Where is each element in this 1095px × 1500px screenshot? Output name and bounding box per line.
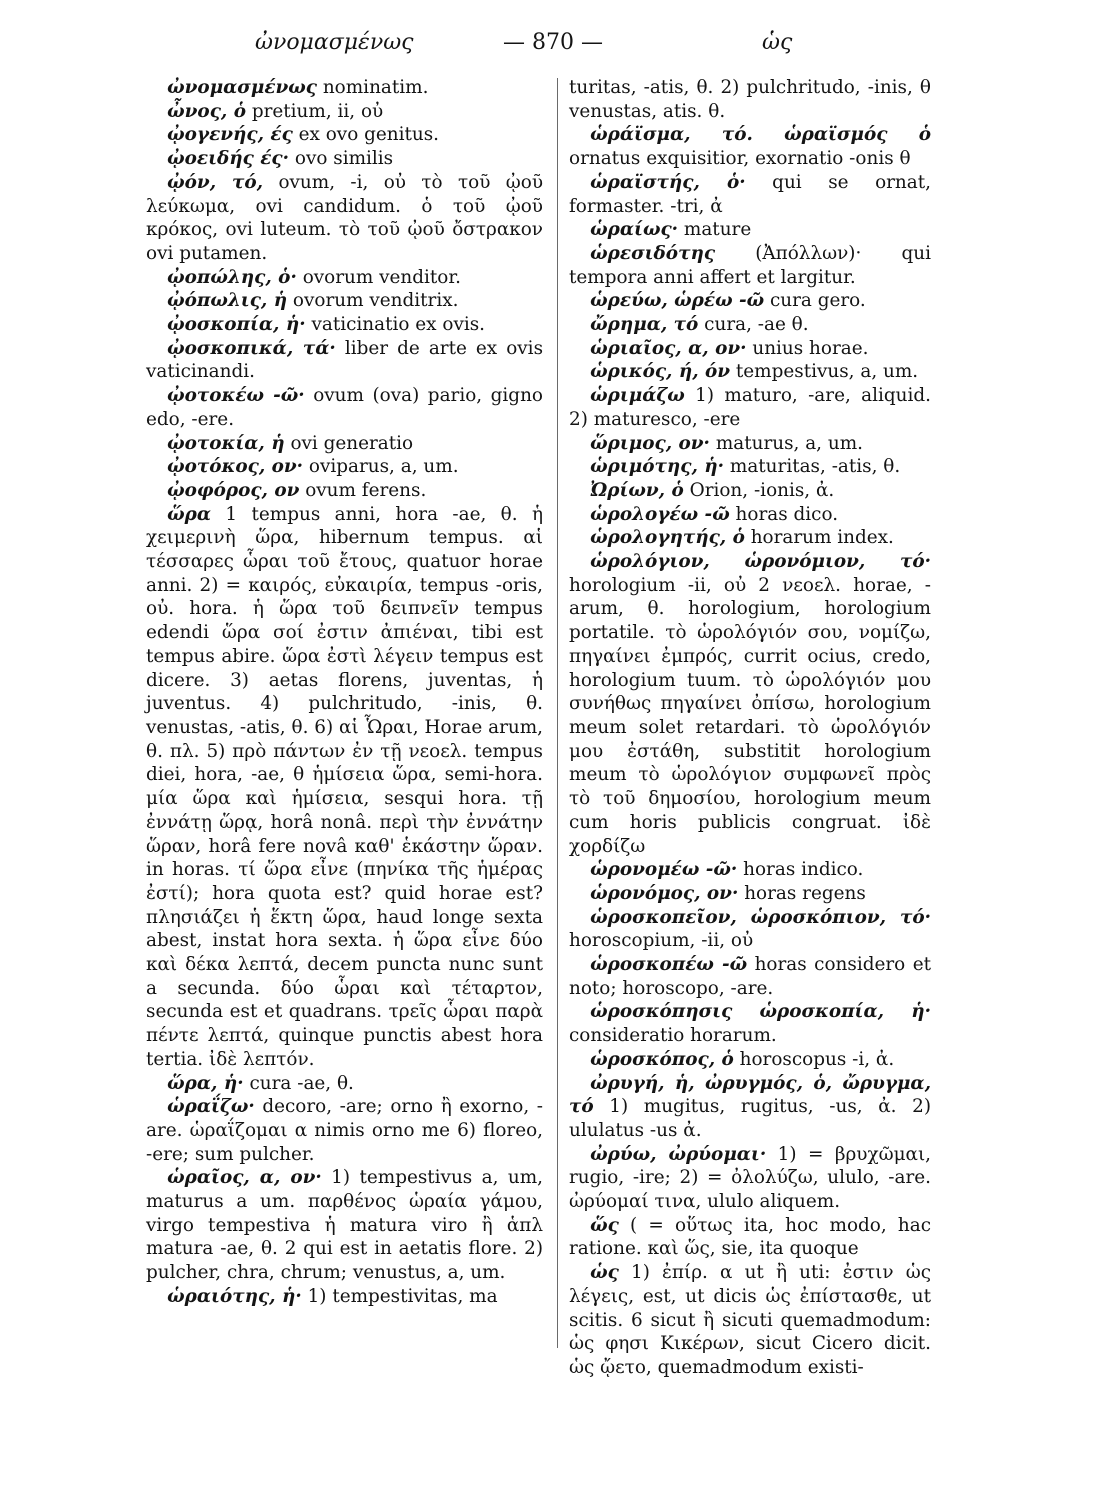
definition: ovo similis [289,148,394,170]
headword: ὡριμάζω [590,385,685,407]
dictionary-entry [146,337,543,384]
dictionary-entry [569,1000,931,1047]
dictionary-entry [569,1048,931,1072]
dictionary-entry [146,479,543,503]
dictionary-entry [146,147,543,171]
headword: ὡρεσιδότης [590,242,716,264]
headword: ᾠοτοκέω -ῶ· [167,385,305,407]
definition: cura -ae, θ. [243,1072,354,1094]
definition: ovorum venditor. [296,266,461,288]
headword: ᾠοσκοπικά, τά· [167,337,336,359]
dictionary-entry [146,76,543,100]
definition: cura gero. [764,290,866,312]
headword: ὡρονομέω -ῶ· [590,859,738,881]
dictionary-entry [569,76,931,123]
headword: ᾠοτοκία, ἡ [167,432,285,454]
definition: ovorum venditrix. [287,290,459,312]
dictionary-entry [569,242,931,289]
definition: 1) tempestivitas, ma [301,1285,498,1307]
headword: ὡραῖος, α, ον· [167,1167,322,1189]
headword: ᾠογενής, ές [167,124,293,146]
dictionary-entry [146,313,543,337]
headword: ὡρολόγιον, ὡρονόμιον, τό· [590,551,931,573]
definition: (Ἀπόλλων)· qui tempora anni affert et largitur. [569,242,931,288]
dictionary-entry [569,432,931,456]
definition: ornatus exquisitior, exornatio -onis θ [569,148,911,170]
definition: Orion, -ionis, ἀ. [683,479,835,501]
dictionary-entry [569,882,931,906]
dictionary-entry [146,1072,543,1096]
dictionary-entry [569,360,931,384]
dictionary-entry [146,266,543,290]
headword: ὥρα [167,503,212,525]
headword: ὡς [590,1262,619,1284]
headword: ὥρα, ἡ· [167,1072,244,1094]
headword: ὡροσκοπεῖον, ὡροσκόπιον, τό· [590,906,931,928]
column-divider [557,78,558,1348]
headword: ὥς [590,1214,619,1236]
definition: horoscopus -i, ἀ. [733,1048,895,1070]
definition: 1) maturo, -are, aliquid. 2) maturesco, -ere [569,385,931,430]
dictionary-entry [569,1214,931,1261]
definition: ex ovo genitus. [292,124,440,146]
dictionary-entry [146,171,543,266]
headword: Ὠρίων, ὁ [590,479,684,501]
definition: qui se ornat, formaster. -tri, ἀ [569,171,931,217]
headword: ὡρεύω, ὡρέω -ῶ [590,290,765,312]
definition: ovum ferens. [299,479,427,501]
dictionary-entry [146,100,543,124]
definition: maturus, a, um. [709,432,864,454]
headword: ὡραΐζω· [167,1096,255,1118]
definition: decoro, -are; orno ἢ exorno, -are. ὡραΐζομαι α nimis orno me 6) floreo, -ere; sum pulcher. [146,1096,543,1165]
dictionary-entry [569,337,931,361]
definition: 1) ἐπίρ. α ut ἢ uti: ἐστιν ὡς λέγεις, est, ut dicis ὡς ἐπίστασθε, ut scitis. 6 sicut ἢ sicuti quemadmodum: ὡς φησι Κικέρων, sicut Cicero dicit. ὡς ᾤετο, quemadmodum existi- [569,1262,931,1378]
dictionary-entry [146,1166,543,1285]
definition: horas dico. [729,503,839,525]
dictionary-entry [146,432,543,456]
headword: ᾠόπωλις, ἡ [167,290,288,312]
right-column [569,76,931,1380]
dictionary-entry [569,171,931,218]
header-right-catchword: ὡς [762,30,793,55]
dictionary-entry [569,1261,931,1380]
dictionary-entry [569,1072,931,1143]
dictionary-entry [146,1095,543,1166]
headword: ὠρυγή, ἡ, ὠρυγμός, ὁ, ὤρυγμα, τό [569,1072,931,1118]
headword: ὡρικός, ή, όν [590,361,731,383]
dictionary-entry [569,550,931,858]
definition: mature [678,219,752,241]
definition: ( = οὕτως ita, hoc modo, hac ratione. καὶ ὥς, sie, ita quoque [569,1214,931,1260]
definition: 1) mugitus, rugitus, -us, ἀ. 2) ululatus -us ἀ. [569,1096,931,1141]
definition: 1) tempestivus a, um, maturus a um. παρθένος ὡραία γάμου, virgo tempestiva ἡ matura viro ἢ ἁπλ matura -ae, θ. 2 qui est in aetatis flore. 2) pulcher, chra, chrum; venustus, a, um. [146,1167,544,1284]
headword: ὡραϊστής, ὁ· [590,171,746,193]
dictionary-entry [146,384,543,431]
headword: ᾠοτόκος, ον· [167,456,304,478]
definition: 1) = βρυχῶμαι, rugio, -ire; 2) = ὀλολύζω, ululo, -are. ὠρύομαί τινα, ululo aliquem. [569,1143,932,1213]
headword: ὡροσκοπέω -ῶ [590,954,748,976]
definition: tempestivus, a, um. [730,361,919,383]
definition: vaticinatio ex ovis. [305,314,486,336]
definition: nominatim. [316,77,429,98]
headword: ὡριμότης, ἡ· [590,456,725,478]
dictionary-entry [146,503,543,1072]
dictionary-entry [146,455,543,479]
definition: unius horae. [746,337,869,359]
page-number: — 870 — [503,30,603,55]
header-left-catchword: ὠνομασμένως [255,30,414,55]
definition: pretium, ii, οὐ [245,100,384,122]
headword: ὡρολογητής, ὁ [590,527,745,549]
headword: ὡροσκόπος, ὁ [590,1048,734,1070]
headword: ὡραιότης, ἡ· [167,1285,302,1307]
headword: ὥριμος, ον· [590,432,710,454]
headword: ᾠοπώλης, ὁ· [167,266,297,288]
definition: consideratio horarum. [569,1025,777,1047]
headword: ὡρολογέω -ῶ [590,503,730,525]
headword: ὡραίως· [590,219,679,241]
headword: ὤρημα, τό [590,314,699,336]
dictionary-entry [569,289,931,313]
headword: ὡράϊσμα, τό. ὡραϊσμός ὁ [590,124,931,146]
left-column [146,76,543,1309]
dictionary-entry [569,455,931,479]
dictionary-entry [146,123,543,147]
definition: cura, -ae θ. [698,314,809,336]
definition: 1 tempus anni, hora -ae, θ. ἡ χειμερινὴ ὥρα, hibernum tempus. αἱ τέσσαρες ὧραι τοῦ ἔτους, quatuor horae anni. 2) = καιρός, εὐκαιρία, tempus -oris, οὐ. hora. ἡ ὥρα τοῦ δειπνεῖν tempus edendi ὥρα σοί ἐστιν ἀπιέναι, tibi est tempus abire. ὥρα ἐστὶ λέγειν tempus est dicere. 3) aetas florens, juventas, ἡ juventus. 4) pulchritudo, -inis, θ. venustas, -atis, θ. 6) αἱ Ὧραι, Horae arum, θ. πλ. 5) πρὸ πάντων ἐν τῇ νεοελ. tempus diei, hora, -ae, θ ἡμίσεια ὥρα, semi-hora. μία ὥρα καὶ ἡμίσεια, sesqui hora. τῇ ἐννάτῃ ὥρᾳ, horâ nonâ. περὶ τὴν ἐννάτην ὥραν, horâ fere novâ καθ' ἑκάστην ὥραν. in horas. τί ὥρα εἶνε (πηνίκα τῆς ἡμέρας ἐστί); hora quota est? quid horae est? πλησιάζει ἡ ἕκτη ὥρα, haud longe sexta abest, instat hora sexta. ἡ ὥρα εἶνε δύο καὶ δέκα λεπτά, decem puncta nunc sunt a secunda. δύο ὧραι καὶ τέταρτον, secunda est et quadrans. τρεῖς ὧραι παρὰ πέντε λεπτά, quinque punctis abest hora tertia. ἰδὲ λεπτόν. [146,503,543,1070]
headword: ᾠοσκοπία, ἡ· [167,314,306,336]
headword: ὡρονόμος, ον· [590,882,739,904]
definition: horoscopium, -ii, οὐ [569,930,754,952]
headword: ὠνομασμένως [167,77,317,98]
running-header [0,30,1095,62]
headword: ὡριαῖος, α, ον· [590,337,747,359]
definition: turitas, -atis, θ. 2) pulchritudo, -inis, θ venustas, atis. θ. [569,77,931,122]
headword: ᾠοειδής ές· [167,148,290,170]
dictionary-entry [569,503,931,527]
definition: liber de arte ex ovis vaticinandi. [146,337,544,383]
headword: ᾠόν, τό, [167,171,264,193]
dictionary-entry [146,1285,543,1309]
definition: maturitas, -atis, θ. [724,456,901,478]
definition: horas regens [738,882,866,904]
definition: horarum index. [744,527,894,549]
definition: ovi generatio [284,432,414,454]
dictionary-entry [569,526,931,550]
definition: horas indico. [737,859,864,881]
definition: oviparus, a, um. [303,456,459,478]
headword: ὠρύω, ὠρύομαι· [590,1143,767,1165]
headword: ὡροσκόπησις ὡροσκοπία, ἡ· [590,1001,931,1023]
dictionary-entry [569,384,931,431]
headword: ὦνος, ὁ [167,100,246,122]
dictionary-entry [146,289,543,313]
definition: horas considero et noto; horoscopo, -are. [569,954,931,999]
dictionary-entry [569,479,931,503]
dictionary-entry [569,123,931,170]
dictionary-entry [569,953,931,1000]
definition: ovum, -i, οὐ τὸ τοῦ ᾠοῦ λεύκωμα, ovi candidum. ὁ τοῦ ᾠοῦ κρόκος, ovi luteum. τὸ τοῦ ᾠοῦ ὄστρακον ovi putamen. [146,171,544,264]
dictionary-entry [569,218,931,242]
headword: ᾠοφόρος, ον [167,479,300,501]
dictionary-entry [569,906,931,953]
definition: horologium -ii, οὐ 2 νεοελ. horae, -arum, θ. horologium, horologium portatile. τὸ ὡρολόγιόν σου, νομίζω, πηγαίνει ἐμπρός, currit ocius, credo, horologium tuum. τὸ ὡρολόγιόν μου συνήθως πηγαίνει ὀπίσω, horologium meum solet retardari. τὸ ὡρολόγιόν μου ἐστάθη, substitit horologium meum τὸ ὡρολόγιον συμφωνεῖ πρὸς τὸ τοῦ δημοσίου, horologium meum cum horis publicis congruat. ἰδὲ χορδίζω [569,574,931,857]
dictionary-entry [569,1143,931,1214]
definition: ovum (ova) pario, gigno edo, -ere. [146,385,544,430]
dictionary-entry [569,313,931,337]
dictionary-entry [569,858,931,882]
